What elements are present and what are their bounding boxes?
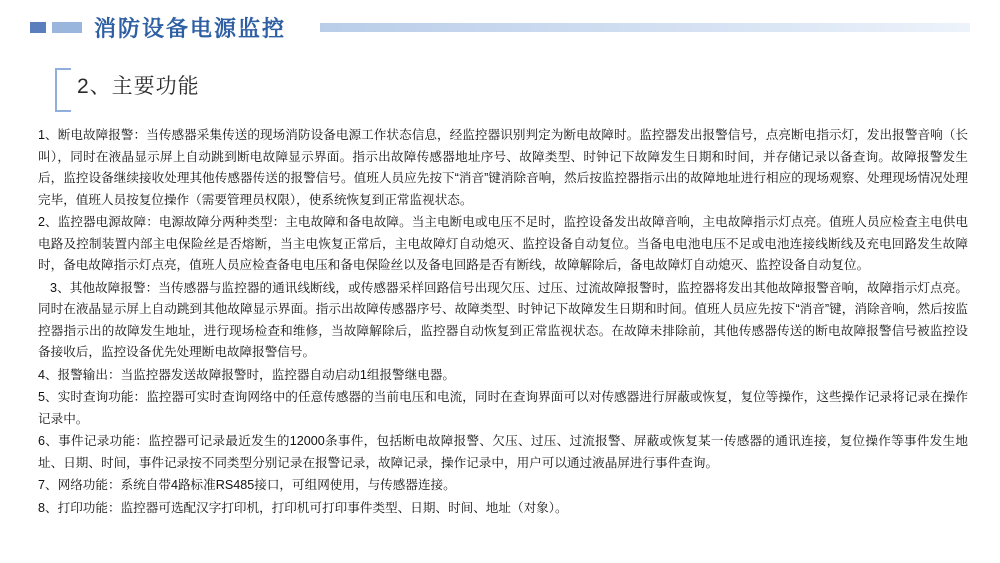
section-heading-label: 2、主要功能	[77, 75, 200, 98]
bracket-decoration	[55, 68, 71, 112]
header-gradient-bar	[320, 23, 970, 32]
header-accent-block-dark	[30, 22, 46, 33]
header-title: 消防设备电源监控	[94, 16, 287, 41]
body-text	[38, 125, 968, 520]
slide-header	[0, 10, 1000, 44]
paragraph-7: 7、网络功能：系统自带4路标准RS485接口，可组网使用，与传感器连接。	[38, 478, 456, 492]
paragraph-5: 5、实时查询功能：监控器可实时查询网络中的任意传感器的当前电压和电流，同时在查询界面可以对传感器进行屏蔽或恢复，复位等操作，这些操作记录将记录在操作记录中。	[38, 390, 968, 426]
header-accent-block-light	[52, 22, 82, 33]
paragraph-8: 8、打印功能：监控器可选配汉字打印机，打印机可打印事件类型、日期、时间、地址（对象）。	[38, 500, 568, 515]
paragraph-2: 2、监控器电源故障：电源故障分两种类型：主电故障和备电故障。当主电断电或电压不足时，监控设备发出故障音响，主电故障指示灯点亮。值班人员应检查主电供电电路及控制装置内部主电保险丝是否熔断，当主电恢复正常后，主电故障灯自动熄灭、监控设备自动复位。当备电电池电压不足或电池连接线断线及充电回路发生故障时，备电故障指示灯点亮，值班人员应检查备电电压和备电保险丝以及备电回路是否有断线，故障解除后，备电故障灯自动熄灭、监控设备自动复位。	[38, 215, 968, 272]
section-heading	[55, 66, 555, 110]
paragraph-6: 6、事件记录功能：监控器可记录最近发生的12000条事件，包括断电故障报警、欠压、过压、过流报警、屏蔽或恢复某一传感器的通讯连接，复位操作等事件发生地址、日期、时间，事件记录按不同类型分别记录在报警记录，故障记录，操作记录中，用户可以通过液晶屏进行事件查询。	[38, 434, 968, 470]
paragraph-4: 4、报警输出：当监控器发送故障报警时，监控器自动启动1组报警继电器。	[38, 367, 456, 382]
paragraph-1: 1、断电故障报警：当传感器采集传送的现场消防设备电源工作状态信息，经监控器识别判定为断电故障时。监控器发出报警信号，点亮断电指示灯，发出报警音响（长叫），同时在液晶显示屏上自动跳到断电故障显示界面。指示出故障传感器地址序号、故障类型、时钟记下故障发生日期和时间，并存储记录以备查询。故障报警发生后，监控设备继续接收处理其他传感器传送的报警信号。值班人员应先按下“消音”键消除音响，然后按监控器指示出的故障地址进行相应的现场观察、处理现场情况处理完毕，值班人员按复位操作（需要管理员权限），使系统恢复到正常监视状态。	[38, 128, 968, 207]
paragraph-3: 3、其他故障报警：当传感器与监控器的通讯线断线，或传感器采样回路信号出现欠压、过压、过流故障报警时，监控器将发出其他故障报警音响，故障指示灯点亮。同时在液晶显示屏上自动跳到其他故障显示界面。指示出故障传感器序号、故障类型、时钟记下故障发生日期和时间。值班人员应先按下“消音”键，消除音响，然后按监控器指示出的故障发生地址，进行现场检查和维修，当故障解除后，监控器自动恢复到正常监视状态。在故障未排除前，其他传感器传送的断电故障报警信号被监控设备接收后，监控设备优先处理断电故障报警信号。	[38, 280, 968, 359]
